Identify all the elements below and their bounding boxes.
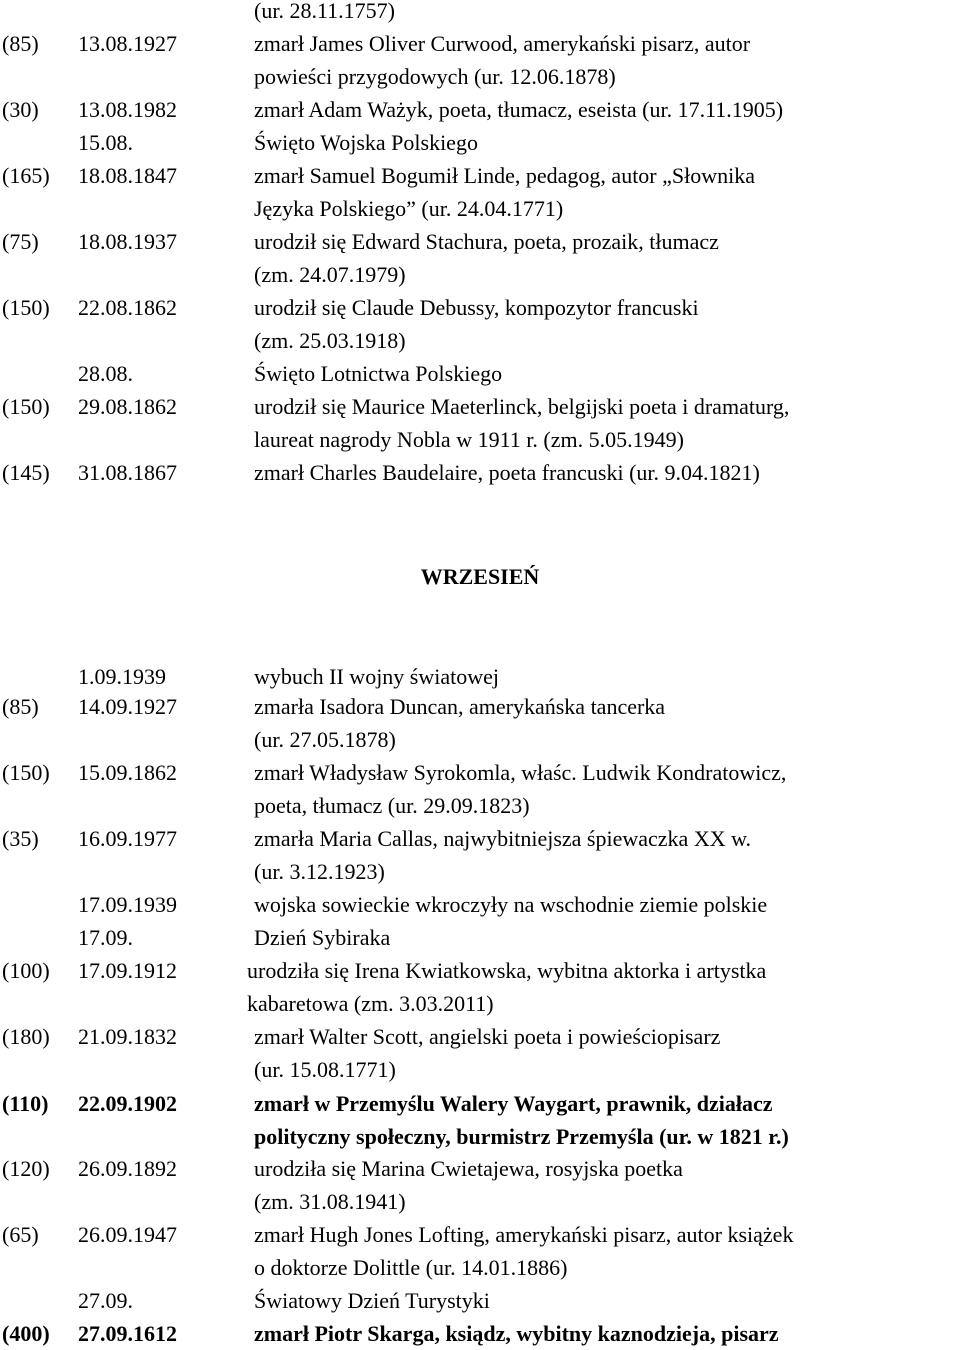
event-date: 17.09. [78,925,133,950]
calendar-row [0,723,960,756]
event-description: wybuch II wojny światowej [254,664,500,689]
calendar-row [0,690,960,723]
anniversary-count: (85) [2,31,39,56]
event-date: 27.09.1612 [78,1321,177,1346]
anniversary-count: (75) [2,229,39,254]
event-description: Światowy Dzień Turystyki [254,1288,490,1313]
event-date: 13.08.1982 [78,97,177,122]
event-description: zmarła Maria Callas, najwybitniejsza śpiewaczka XX w. [254,826,752,851]
event-date: 15.08. [78,130,133,155]
event-date: 26.09.1947 [78,1222,177,1247]
event-description: (zm. 31.08.1941) [254,1189,406,1214]
event-description: (ur. 28.11.1757) [254,0,395,23]
event-description: Święto Lotnictwa Polskiego [254,361,503,386]
calendar-row [0,126,960,159]
anniversary-count: (100) [2,958,50,983]
calendar-row [0,822,960,855]
event-date: 15.09.1862 [78,760,177,785]
event-description: zmarł Samuel Bogumił Linde, pedagog, autor „Słownika [254,163,756,188]
calendar-row [0,1053,960,1086]
event-description: urodziła się Irena Kwiatkowska, wybitna aktorka i artystka [247,958,767,983]
event-description: wojska sowieckie wkroczyły na wschodnie ziemie polskie [254,892,768,917]
event-description: urodził się Edward Stachura, poeta, prozaik, tłumacz [254,229,719,254]
calendar-row [0,324,960,357]
anniversary-count: (145) [2,460,50,485]
calendar-row [0,258,960,291]
event-date: 29.08.1862 [78,394,177,419]
month-heading: WRZESIEŃ [420,564,540,589]
anniversary-count: (150) [2,295,50,320]
event-description: zmarł w Przemyślu Walery Waygart, prawnik, działacz [254,1091,773,1116]
event-description: Dzień Sybiraka [254,925,391,950]
anniversary-count: (120) [2,1156,50,1181]
calendar-row [0,291,960,324]
calendar-row [0,225,960,258]
event-date: 28.08. [78,361,133,386]
anniversary-count: (150) [2,760,50,785]
event-date: 1.09.1939 [78,664,166,689]
calendar-row [0,1185,960,1218]
event-date: 16.09.1977 [78,826,177,851]
event-description: zmarła Isadora Duncan, amerykańska tancerka [254,694,666,719]
calendar-row [0,390,960,423]
calendar-row [0,855,960,888]
event-date: 26.09.1892 [78,1156,177,1181]
event-date: 18.08.1937 [78,229,177,254]
calendar-row [0,357,960,390]
calendar-row [0,1251,960,1284]
event-description: polityczny społeczny, burmistrz Przemyśla (ur. w 1821 r.) [254,1124,789,1149]
calendar-row [0,192,960,225]
calendar-row [0,756,960,789]
event-description: (ur. 15.08.1771) [254,1057,396,1082]
event-description: zmarł Walter Scott, angielski poeta i powieściopisarz [254,1024,721,1049]
event-description: (ur. 3.12.1923) [254,859,385,884]
anniversary-count: (400) [2,1321,50,1346]
calendar-row [0,1152,960,1185]
event-description: urodził się Maurice Maeterlinck, belgijski poeta i dramaturg, [254,394,790,419]
event-description: (ur. 27.05.1878) [254,727,396,752]
calendar-row [0,159,960,192]
event-description: zmarł Hugh Jones Lofting, amerykański pisarz, autor książek [254,1222,794,1247]
calendar-row [0,1020,960,1053]
event-description: zmarł Władysław Syrokomla, właśc. Ludwik Kondratowicz, [254,760,787,785]
event-description: kabaretowa (zm. 3.03.2011) [247,991,494,1016]
event-description: laureat nagrody Nobla w 1911 r. (zm. 5.05.1949) [254,427,684,452]
event-date: 27.09. [78,1288,133,1313]
event-description: o doktorze Dolittle (ur. 14.01.1886) [254,1255,568,1280]
calendar-row [0,1317,960,1350]
calendar-row [0,456,960,489]
event-date: 13.08.1927 [78,31,177,56]
event-description: urodził się Claude Debussy, kompozytor francuski [254,295,699,320]
calendar-row [0,423,960,456]
anniversary-count: (110) [2,1091,49,1116]
calendar-row [0,660,960,693]
anniversary-count: (180) [2,1024,50,1049]
calendar-row [0,1120,960,1153]
event-description: Języka Polskiego” (ur. 24.04.1771) [254,196,564,221]
calendar-row [0,93,960,126]
calendar-row [0,1218,960,1251]
calendar-row [0,1284,960,1317]
anniversary-count: (150) [2,394,50,419]
anniversary-count: (65) [2,1222,39,1247]
anniversary-count: (165) [2,163,50,188]
event-description: zmarł James Oliver Curwood, amerykański pisarz, autor [254,31,751,56]
event-description: Święto Wojska Polskiego [254,130,478,155]
calendar-row [0,954,960,987]
calendar-row [0,921,960,954]
event-description: (zm. 24.07.1979) [254,262,406,287]
calendar-row [0,789,960,822]
calendar-row [0,888,960,921]
anniversary-count: (85) [2,694,39,719]
event-date: 31.08.1867 [78,460,177,485]
calendar-row [0,60,960,93]
anniversary-count: (30) [2,97,39,122]
calendar-row [0,1087,960,1120]
event-date: 21.09.1832 [78,1024,177,1049]
event-date: 17.09.1939 [78,892,177,917]
event-date: 14.09.1927 [78,694,177,719]
event-description: (zm. 25.03.1918) [254,328,406,353]
calendar-row [0,0,960,27]
event-description: powieści przygodowych (ur. 12.06.1878) [254,64,616,89]
event-description: urodziła się Marina Cwietajewa, rosyjska poetka [254,1156,683,1181]
calendar-row [0,27,960,60]
calendar-row [0,987,960,1020]
event-date: 22.09.1902 [78,1091,177,1116]
event-date: 22.08.1862 [78,295,177,320]
event-description: zmarł Charles Baudelaire, poeta francuski (ur. 9.04.1821) [254,460,760,485]
event-date: 17.09.1912 [78,958,177,983]
event-description: zmarł Adam Ważyk, poeta, tłumacz, eseista (ur. 17.11.1905) [254,97,784,122]
event-description: zmarł Piotr Skarga, ksiądz, wybitny kaznodzieja, pisarz [254,1321,779,1346]
event-date: 18.08.1847 [78,163,177,188]
anniversary-count: (35) [2,826,39,851]
event-description: poeta, tłumacz (ur. 29.09.1823) [254,793,530,818]
